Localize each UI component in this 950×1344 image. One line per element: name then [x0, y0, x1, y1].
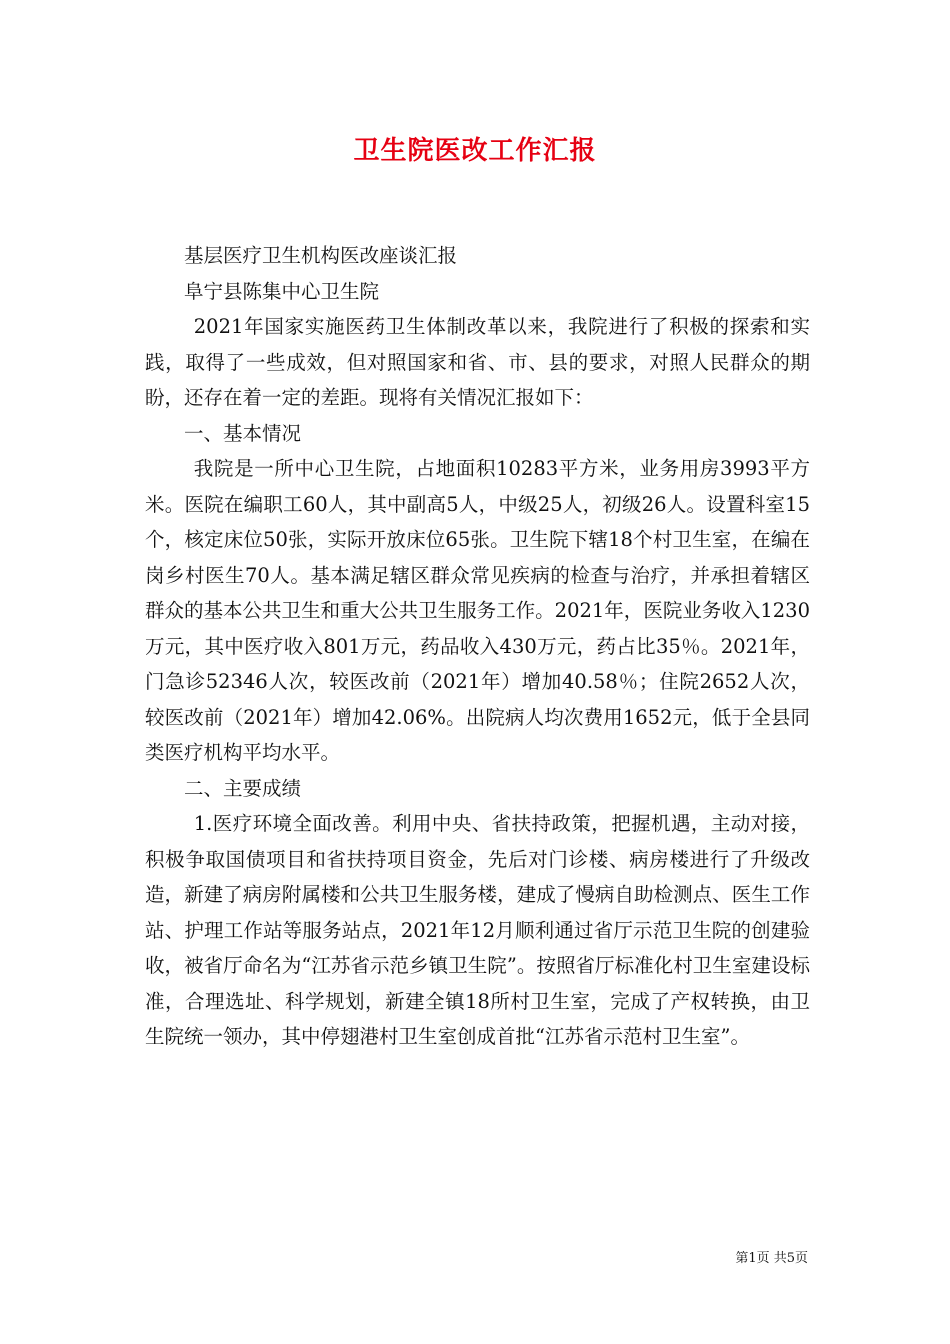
paragraph-achievement-1: 1.医疗环境全面改善。利用中央、省扶持政策，把握机遇，主动对接，积极争取国债项目和省扶持项目资金，先后对门诊楼、病房楼进行了升级改造，新建了病房附属楼和公共卫生服务楼，建成了慢病自助检测点、医生工作站、护理工作站等服务站点，2021年12月顺利通过省厅示范卫生院的创建验收，被省厅命名为“江苏省示范乡镇卫生院”。按照省厅标准化村卫生室建设标准，合理选址、科学规划，新建全镇18所村卫生室，完成了产权转换，由卫生院统一领办，其中停翅港村卫生室创成首批“江苏省示范村卫生室”。	[145, 812, 810, 1048]
paragraph-organization: 阜宁县陈集中心卫生院	[184, 279, 380, 303]
page-number: 第1页 共5页	[735, 1251, 808, 1266]
paragraph-basic-info: 我院是一所中心卫生院，占地面积10283平方米，业务用房3993平方米。医院在编职工60人，其中副高5人，中级25人，初级26人。设置科室15个，核定床位50张，实际开放床位65张。卫生院下辖18个村卫生室，在编在岗乡村医生70人。基本满足辖区群众常见疾病的检查与治疗，并承担着辖区群众的基本公共卫生和重大公共卫生服务工作。2021年，医院业务收入1230万元，其中医疗收入801万元，药品收入430万元，药占比35％。2021年，门急诊52346人次，较医改前（2021年）增加40.58％；住院2652人次，较医改前（2021年）增加42.06%。出院病人均次费用1652元，低于全县同类医疗机构平均水平。	[145, 457, 810, 764]
document-title: 卫生院医改工作汇报	[353, 136, 597, 166]
section-heading-achievements: 二、主要成绩	[184, 776, 302, 800]
section-heading-basic: 一、基本情况	[184, 421, 302, 445]
paragraph-heading: 基层医疗卫生机构医改座谈汇报	[184, 244, 458, 267]
paragraph-intro: 2021年国家实施医药卫生体制改革以来，我院进行了积极的探索和实践，取得了一些成效，但对照国家和省、市、县的要求，对照人民群众的期盼，还存在着一定的差距。现将有关情况汇报如下：	[145, 315, 810, 409]
document-body	[145, 238, 810, 1055]
